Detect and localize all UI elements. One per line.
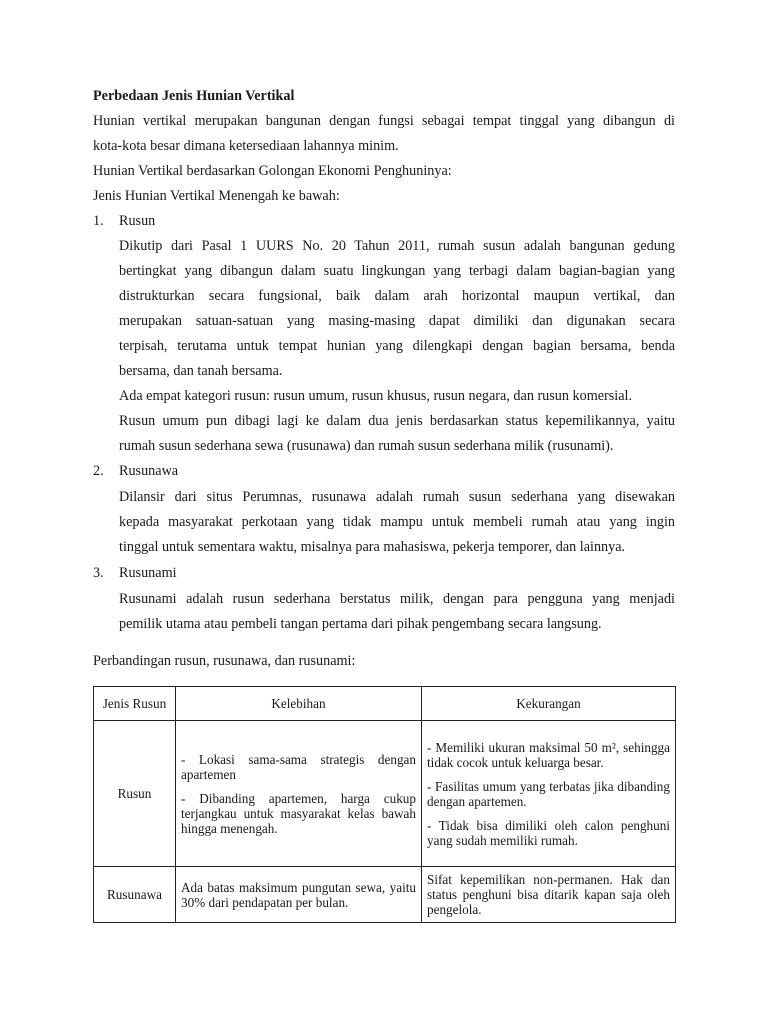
pros-rusun-2: - Dibanding apartemen, harga cukup terjangkau untuk masyarakat kelas bawah hingga menengah. (181, 790, 416, 836)
cell-pros-rusun (176, 721, 422, 867)
item-2-line-3: tinggal untuk sementara waktu, misalnya para mahasiswa, pekerja temporer, dan lainnya. (119, 539, 626, 555)
intro-line-1: Hunian vertikal merupakan bangunan dengan fungsi sebagai tempat tinggal yang dibangun di (93, 113, 675, 129)
intro-line-3: Hunian Vertikal berdasarkan Golongan Ekonomi Penghuninya: (93, 163, 452, 179)
item-1-line-7: Ada empat kategori rusun: rusun umum, rusun khusus, rusun negara, dan rusun komersial. (119, 388, 633, 404)
item-3-line-2: pemilik utama atau pembeli tangan pertama dari pihak pengembang secara langsung. (119, 616, 602, 632)
item-3-number: 3. (93, 565, 104, 581)
pros-rusunawa-1: Ada batas maksimum pungutan sewa, yaitu 30% dari pendapatan per bulan. (181, 879, 416, 910)
cons-rusunawa-1: Sifat kepemilikan non-permanen. Hak dan status penghuni bisa ditarik kapan saja oleh pengelola. (427, 872, 670, 917)
item-1-line-5: terpisah, terutama untuk tempat hunian yang dilengkapi dengan bagian bersama, benda (119, 338, 675, 354)
item-1-line-3: distrukturkan secara fungsional, baik dalam arah horizontal maupun vertikal, dan (119, 288, 675, 304)
cell-type-rusunawa: Rusunawa (94, 867, 176, 923)
table-header-row (94, 687, 676, 721)
item-1-number: 1. (93, 213, 104, 229)
header-kekurangan: Kekurangan (422, 687, 676, 721)
cell-cons-rusunawa (422, 867, 676, 923)
cons-rusun-3: - Tidak bisa dimiliki oleh calon penghuni yang sudah memiliki rumah. (427, 817, 670, 848)
item-1-line-4: merupakan satuan-satuan yang masing-masing dapat dimiliki dan digunakan secara (119, 313, 675, 329)
cons-rusun-1: - Memiliki ukuran maksimal 50 m², sehingga tidak cocok untuk keluarga besar. (427, 739, 670, 770)
header-kelebihan: Kelebihan (176, 687, 422, 721)
item-1-line-9: rumah susun sederhana sewa (rusunawa) dan rumah susun sederhana milik (rusunami). (119, 438, 614, 454)
item-2-heading: Rusunawa (119, 463, 179, 479)
item-3-line-1: Rusunami adalah rusun sederhana berstatus milik, dengan para pengguna yang menjadi (119, 591, 675, 607)
cell-pros-rusunawa (176, 867, 422, 923)
pros-rusun-1: - Lokasi sama-sama strategis dengan apartemen (181, 751, 416, 782)
cons-rusun-2: - Fasilitas umum yang terbatas jika dibanding dengan apartemen. (427, 778, 670, 809)
item-3-heading: Rusunami (119, 565, 177, 581)
intro-line-4: Jenis Hunian Vertikal Menengah ke bawah: (93, 188, 340, 204)
comparison-table (93, 686, 676, 923)
comparison-intro: Perbandingan rusun, rusunawa, dan rusunami: (93, 653, 356, 669)
item-1-line-8: Rusun umum pun dibagi lagi ke dalam dua jenis berdasarkan status kepemilikannya, yaitu (119, 413, 675, 429)
item-2-line-2: kepada masyarakat perkotaan yang tidak mampu untuk membeli rumah atau yang ingin (119, 514, 675, 530)
item-1-heading: Rusun (119, 213, 156, 229)
item-2-number: 2. (93, 463, 104, 479)
cell-type-rusun: Rusun (94, 721, 176, 867)
document-title: Perbedaan Jenis Hunian Vertikal (93, 88, 295, 104)
item-2-line-1: Dilansir dari situs Perumnas, rusunawa adalah rumah susun sederhana yang disewakan (119, 489, 675, 505)
intro-line-2: kota-kota besar dimana ketersediaan lahannya minim. (93, 138, 399, 154)
table-row-rusunawa (94, 867, 676, 923)
cell-cons-rusun (422, 721, 676, 867)
item-1-line-2: bertingkat yang dibangun dalam suatu lingkungan yang terbagi dalam bagian-bagian yang (119, 263, 675, 279)
table-row-rusun (94, 721, 676, 867)
header-jenis-rusun: Jenis Rusun (94, 687, 176, 721)
item-1-line-6: bersama, dan tanah bersama. (119, 363, 283, 379)
item-1-line-1: Dikutip dari Pasal 1 UURS No. 20 Tahun 2011, rumah susun adalah bangunan gedung (119, 238, 675, 254)
